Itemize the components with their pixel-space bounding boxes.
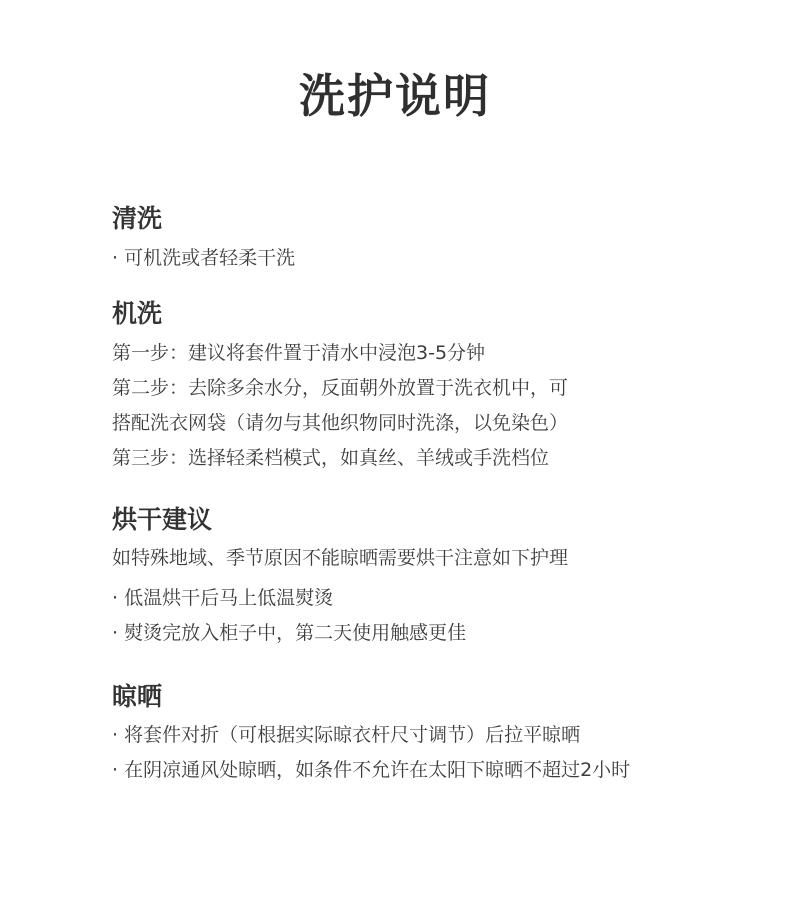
drying-intro: 如特殊地域、季节原因不能晾晒需要烘干注意如下护理 [112,547,569,569]
machine-wash-step-2: 第二步：去除多余水分，反面朝外放置于洗衣机中，可 [112,377,569,399]
air-drying-line-2: · 在阴凉通风处晾晒，如条件不允许在太阳下晾晒不超过2小时 [112,759,631,781]
drying-line-1: · 低温烘干后马上低温熨烫 [112,587,334,609]
drying-line-2: · 熨烫完放入柜子中，第二天使用触感更佳 [112,622,467,644]
page-title: 洗护说明 [299,69,491,123]
machine-wash-step-2-cont: 搭配洗衣网袋（请勿与其他织物同时洗涤，以免染色） [112,412,569,434]
section-heading-air-drying: 晾晒 [112,682,163,711]
section-heading-machine-wash: 机洗 [112,299,163,328]
air-drying-line-1: · 将套件对折（可根据实际晾衣杆尺寸调节）后拉平晾晒 [112,724,581,746]
cleaning-line-1: · 可机洗或者轻柔干洗 [112,247,296,269]
machine-wash-step-3: 第三步：选择轻柔档模式，如真丝、羊绒或手洗档位 [112,447,550,469]
section-heading-cleaning: 清洗 [112,204,163,233]
section-heading-drying: 烘干建议 [112,505,213,534]
machine-wash-step-1: 第一步：建议将套件置于清水中浸泡3-5分钟 [112,342,486,364]
